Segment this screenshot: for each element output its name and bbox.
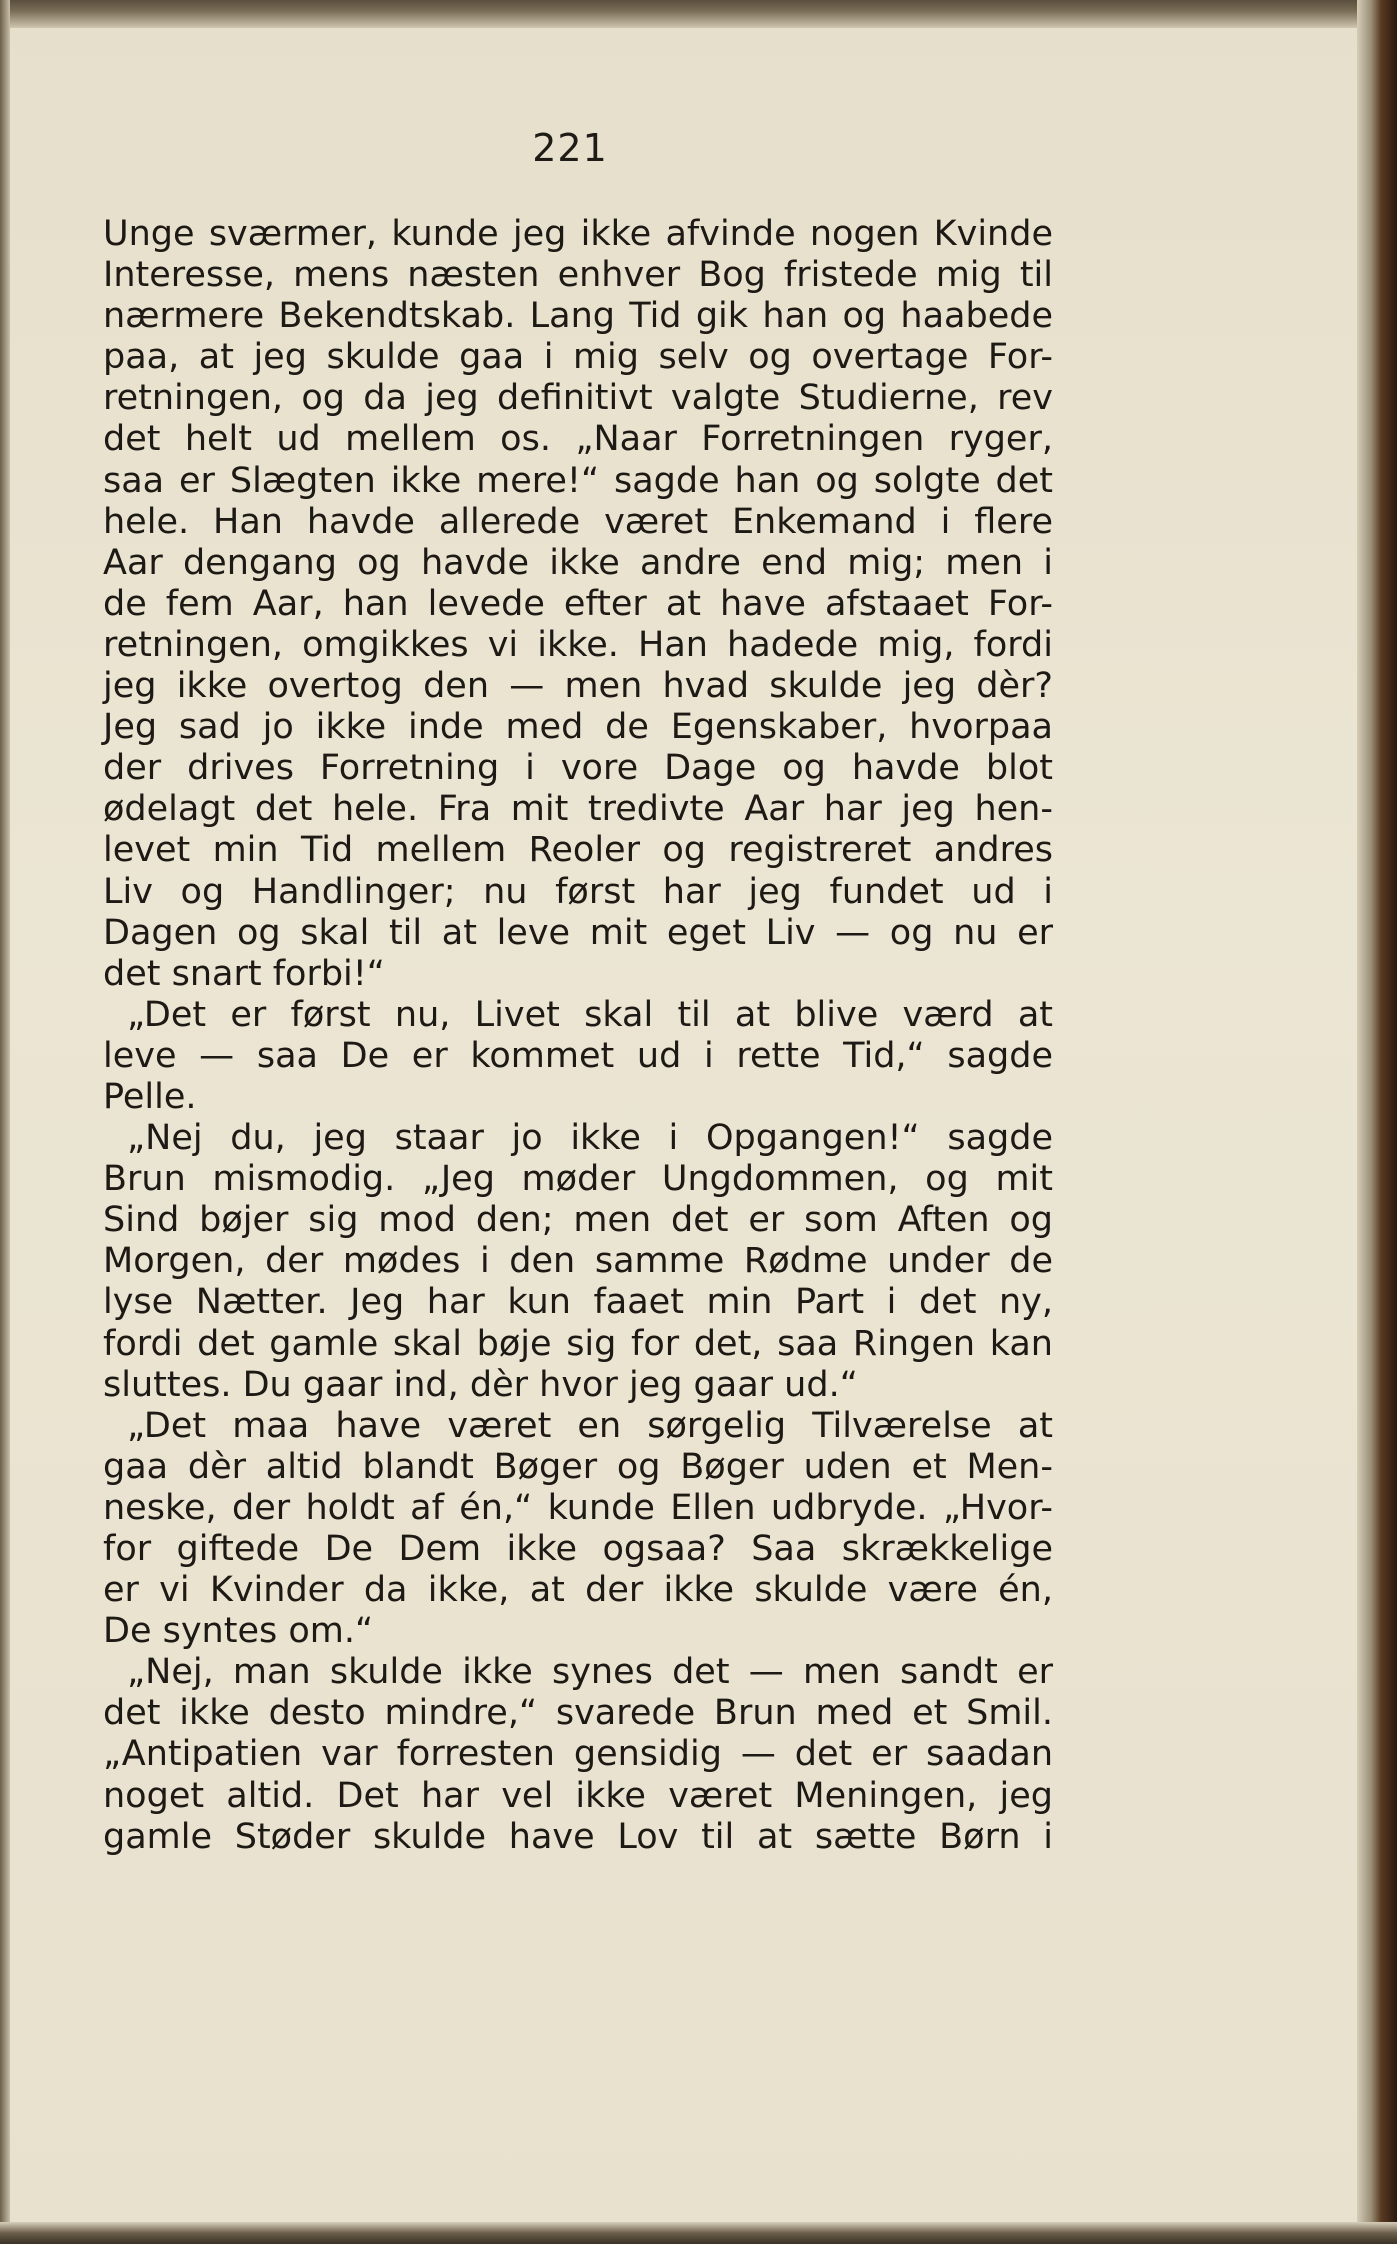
text-line: for giftede De Dem ikke ogsaa? Saa skrækkelige xyxy=(103,1529,1053,1569)
text-line: Liv og Handlinger; nu først har jeg fundet ud i xyxy=(103,871,1053,912)
text-line: Interesse, mens næsten enhver Bog fristede mig til xyxy=(103,255,1053,296)
text-line: Aar dengang og havde ikke andre end mig; men i xyxy=(103,542,1053,583)
text-line: er vi Kvinder da ikke, at der ikke skulde være én, xyxy=(103,1570,1053,1611)
text-line: Jeg sad jo ikke inde med de Egenskaber, hvorpaa xyxy=(103,707,1053,748)
text-line: levet min Tid mellem Reoler og registreret andres xyxy=(103,830,1053,871)
text-line: det helt ud mellem os. „Naar Forretningen ryger, xyxy=(103,419,1053,460)
text-line: de fem Aar, han levede efter at have afstaaet For- xyxy=(103,583,1053,624)
text-line: „Nej, man skulde ikke synes det — men sandt er xyxy=(127,1652,1053,1693)
text-line: det ikke desto mindre,“ svarede Brun med et Smil. xyxy=(103,1693,1053,1734)
text-line: gaa dèr altid blandt Bøger og Bøger uden et Men- xyxy=(103,1446,1053,1487)
text-line: ødelagt det hele. Fra mit tredivte Aar har jeg hen- xyxy=(103,789,1053,830)
text-line: Unge sværmer, kunde jeg ikke afvinde nogen Kvinde xyxy=(103,214,1053,254)
text-line: jeg ikke overtog den — men hvad skulde jeg dèr? xyxy=(103,666,1053,707)
text-line: neske, der holdt af én,“ kunde Ellen udbryde. „Hvor- xyxy=(103,1487,1053,1528)
text-line: gamle Støder skulde have Lov til at sætte Børn i xyxy=(103,1816,1053,1857)
text-line: „Antipatien var forresten gensidig — det er saadan xyxy=(103,1734,1053,1775)
text-line: retningen, omgikkes vi ikke. Han hadede mig, fordi xyxy=(103,624,1053,665)
page-left-edge xyxy=(0,0,10,2244)
book-spine-edge xyxy=(1357,0,1397,2244)
page-top-edge xyxy=(0,0,1397,28)
text-line: leve — saa De er kommet ud i rette Tid,“ sagde xyxy=(103,1035,1053,1076)
page-number: 221 xyxy=(532,126,608,170)
text-line: Sind bøjer sig mod den; men det er som Aften og xyxy=(103,1200,1053,1241)
text-line: paa, at jeg skulde gaa i mig selv og overtage For- xyxy=(103,337,1053,378)
text-line: retningen, og da jeg definitivt valgte Studierne, rev xyxy=(103,378,1053,419)
text-line: fordi det gamle skal bøje sig for det, saa Ringen kan xyxy=(103,1323,1053,1364)
text-line: nærmere Bekendtskab. Lang Tid gik han og haabede xyxy=(103,296,1053,337)
text-line: Brun mismodig. „Jeg møder Ungdommen, og mit xyxy=(103,1159,1053,1200)
text-line: lyse Nætter. Jeg har kun faaet min Part i det ny, xyxy=(103,1282,1053,1323)
text-line: der drives Forretning i vore Dage og havde blot xyxy=(103,748,1053,789)
text-line: „Nej du, jeg staar jo ikke i Opgangen!“ sagde xyxy=(127,1118,1053,1159)
text-line: saa er Slægten ikke mere!“ sagde han og solgte det xyxy=(103,460,1053,501)
text-line: De syntes om.“ xyxy=(103,1611,374,1652)
text-line: Morgen, der mødes i den samme Rødme under de xyxy=(103,1241,1053,1282)
text-line: „Det er først nu, Livet skal til at blive værd at xyxy=(127,994,1053,1035)
text-line: noget altid. Det har vel ikke været Meningen, jeg xyxy=(103,1775,1053,1816)
text-line: det snart forbi!“ xyxy=(103,953,385,994)
text-line: Dagen og skal til at leve mit eget Liv — og nu er xyxy=(103,912,1053,953)
text-line: sluttes. Du gaar ind, dèr hvor jeg gaar ud.“ xyxy=(103,1364,858,1405)
page-bottom-edge xyxy=(0,2222,1397,2244)
text-line: hele. Han havde allerede været Enkemand i flere xyxy=(103,501,1053,542)
body-text xyxy=(103,214,1053,1858)
text-line: Pelle. xyxy=(103,1076,197,1117)
text-line: „Det maa have været en sørgelig Tilværelse at xyxy=(127,1405,1053,1446)
